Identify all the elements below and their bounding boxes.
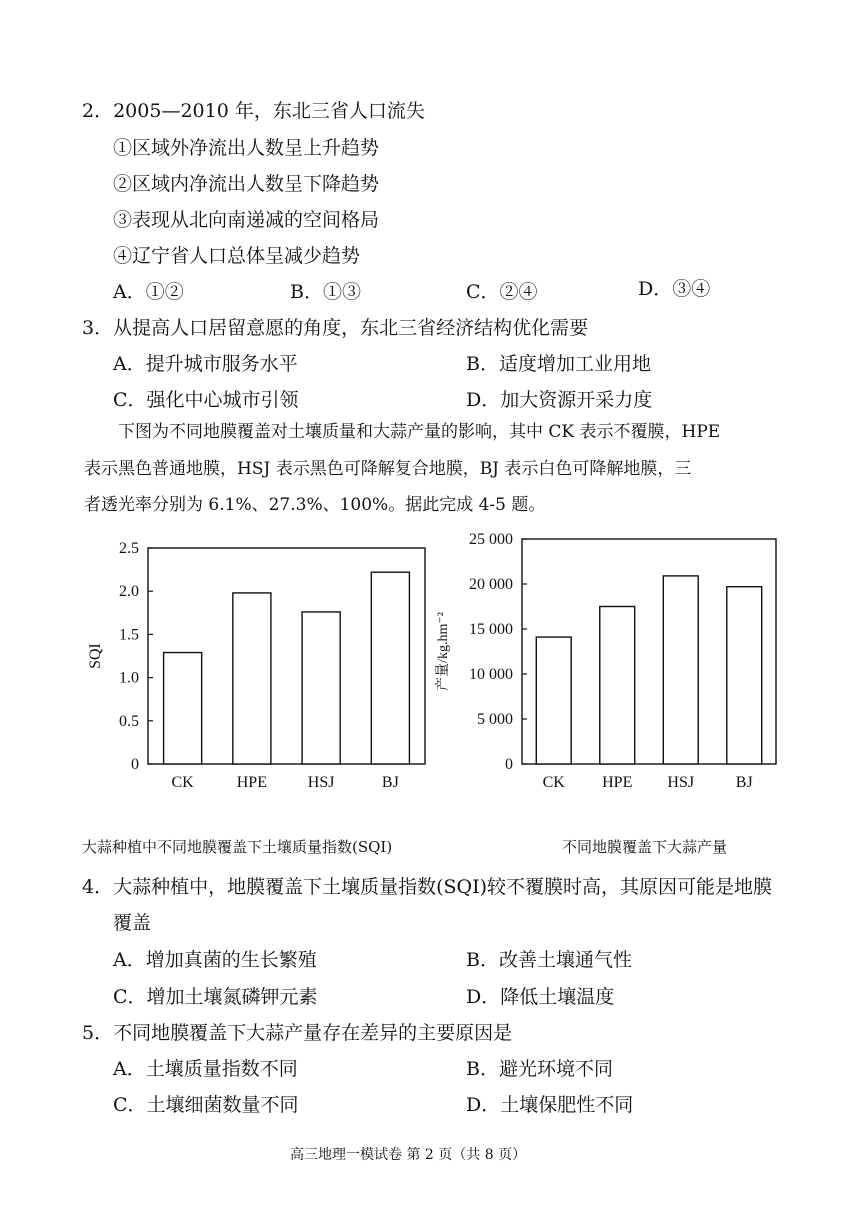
y-tick-label: 0 [505, 756, 513, 773]
chart-caption-yield: 不同地膜覆盖下大蒜产量 [562, 838, 728, 856]
q2-stem: 2．2005—2010 年，东北三省人口流失 [82, 100, 425, 122]
q3-option-d: D．加大资源开采力度 [466, 389, 653, 411]
x-tick-label: BJ [735, 774, 753, 791]
q4-option-c: C．增加土壤氮磷钾元素 [113, 986, 318, 1008]
sqi-bar-chart [75, 528, 435, 803]
y-tick-label: 5 000 [477, 711, 513, 728]
q5-option-c: C．土壤细菌数量不同 [113, 1094, 299, 1116]
q4-stem: 4．大蒜种植中，地膜覆盖下土壤质量指数(SQI)较不覆膜时高，其原因可能是地膜 [82, 876, 773, 898]
x-tick-label: HPE [602, 774, 633, 791]
q4-option-a: A．增加真菌的生长繁殖 [113, 949, 317, 971]
intro-line: 下图为不同地膜覆盖对土壤质量和大蒜产量的影响，其中 CK 表示不覆膜，HPE [118, 422, 721, 442]
y-axis-label: 产量/kg.hm⁻² [436, 612, 451, 691]
yield-bar-chart [425, 528, 805, 803]
q4-option-d: D．降低土壤温度 [466, 986, 615, 1008]
q2-option-c: C．②④ [466, 281, 538, 303]
bar-bj [727, 587, 762, 764]
y-tick-label: 20 000 [469, 576, 513, 593]
q4-option-b: B．改善土壤通气性 [466, 949, 632, 971]
x-tick-label: HPE [236, 774, 267, 791]
y-tick-label: 15 000 [469, 621, 513, 638]
y-tick-label: 0 [131, 756, 139, 773]
y-tick-label: 2.5 [119, 540, 139, 557]
q2-option-b: B．①③ [290, 281, 361, 303]
q3-option-a: A．提升城市服务水平 [113, 353, 298, 375]
q2-item: ①区域外净流出人数呈上升趋势 [113, 137, 380, 159]
q2-option-a: A．①② [113, 281, 184, 303]
q3-stem: 3．从提高人口居留意愿的角度，东北三省经济结构优化需要 [82, 317, 589, 339]
bar-bj [371, 572, 409, 764]
page-footer: 高三地理一模试卷 第 2 页（共 8 页） [290, 1147, 527, 1163]
q5-option-a: A．土壤质量指数不同 [113, 1058, 298, 1080]
y-tick-label: 10 000 [469, 666, 513, 683]
y-tick-label: 1.5 [119, 626, 139, 644]
y-tick-label: 2.0 [119, 583, 139, 601]
bar-ck [536, 637, 571, 764]
x-tick-label: HSJ [307, 774, 335, 791]
q5-stem: 5．不同地膜覆盖下大蒜产量存在差异的主要原因是 [82, 1022, 513, 1044]
x-tick-label: CK [171, 774, 194, 791]
x-tick-label: HSJ [667, 774, 695, 791]
q2-item: ②区域内净流出人数呈下降趋势 [113, 173, 380, 195]
q3-option-b: B．适度增加工业用地 [466, 353, 651, 375]
bar-ck [164, 653, 202, 764]
intro-line: 表示黑色普通地膜，HSJ 表示黑色可降解复合地膜，BJ 表示白色可降解地膜，三 [84, 459, 692, 479]
q2-item: ④辽宁省人口总体呈减少趋势 [113, 245, 361, 267]
x-tick-label: CK [542, 774, 565, 791]
bar-hsj [663, 576, 698, 764]
bar-hsj [302, 612, 340, 764]
q3-option-c: C．强化中心城市引领 [113, 389, 299, 411]
q4-stem-cont: 覆盖 [113, 912, 152, 934]
chart-caption-sqi: 大蒜种植中不同地膜覆盖下土壤质量指数(SQI) [82, 838, 393, 856]
q2-item: ③表现从北向南递减的空间格局 [113, 209, 380, 231]
y-tick-label: 1.0 [119, 669, 139, 687]
bar-hpe [600, 607, 635, 765]
q5-option-d: D．土壤保肥性不同 [466, 1094, 634, 1116]
q5-option-b: B．避光环境不同 [466, 1058, 613, 1080]
bar-hpe [233, 593, 271, 764]
y-tick-label: 0.5 [119, 712, 139, 730]
x-tick-label: BJ [381, 774, 399, 791]
q2-option-d: D．③④ [638, 278, 711, 300]
y-axis-label: SQI [87, 643, 104, 669]
y-tick-label: 25 000 [469, 531, 513, 548]
intro-line: 者透光率分别为 6.1%、27.3%、100%。据此完成 4-5 题。 [84, 495, 546, 515]
